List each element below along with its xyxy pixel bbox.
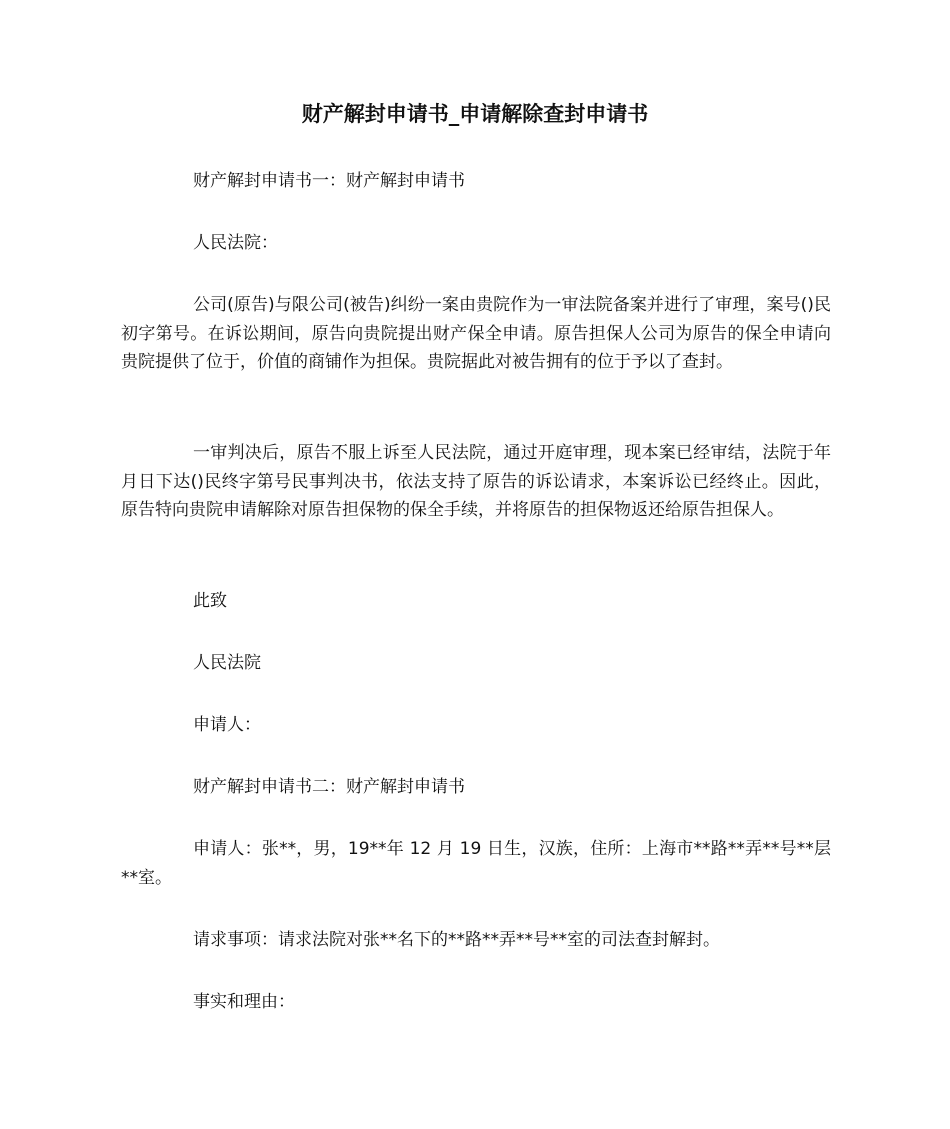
document-title: 财产解封申请书_申请解除查封申请书 bbox=[301, 102, 649, 126]
paragraph-case-background: 公司(原告)与限公司(被告)纠纷一案由贵院作为一审法院备案并进行了审理，案号()民初字第号。在诉讼期间，原告向贵院提出财产保全申请。原告担保人公司为原告的保全申请向贵院提供了位于，价值的商铺作为担保。贵院据此对被告拥有的位于予以了查封。 bbox=[121, 295, 831, 372]
paragraph-applicant-signature: 申请人： bbox=[193, 715, 261, 735]
paragraph-request-items: 请求事项：请求法院对张**名下的**路**弄**号**室的司法查封解封。 bbox=[193, 930, 720, 950]
paragraph-section-one-heading: 财产解封申请书一：财产解封申请书 bbox=[193, 171, 465, 191]
paragraph-facts-reasons: 事实和理由： bbox=[193, 992, 295, 1012]
paragraph-salutation: 此致 bbox=[193, 591, 227, 611]
paragraph-applicant-info: 申请人：张**，男，19**年 12 月 19 日生，汉族，住所：上海市**路**弄**号**层**室。 bbox=[121, 839, 831, 888]
paragraph-section-two-heading: 财产解封申请书二：财产解封申请书 bbox=[193, 777, 465, 797]
paragraph-judgment-request: 一审判决后，原告不服上诉至人民法院，通过开庭审理，现本案已经审结，法院于年月日下达()民终字第号民事判决书，依法支持了原告的诉讼请求，本案诉讼已经终止。因此，原告特向贵院申请解除对原告担保物的保全手续，并将原告的担保物返还给原告担保人。 bbox=[121, 443, 831, 520]
paragraph-court-name: 人民法院 bbox=[193, 653, 261, 673]
paragraph-addressee: 人民法院： bbox=[193, 233, 278, 253]
